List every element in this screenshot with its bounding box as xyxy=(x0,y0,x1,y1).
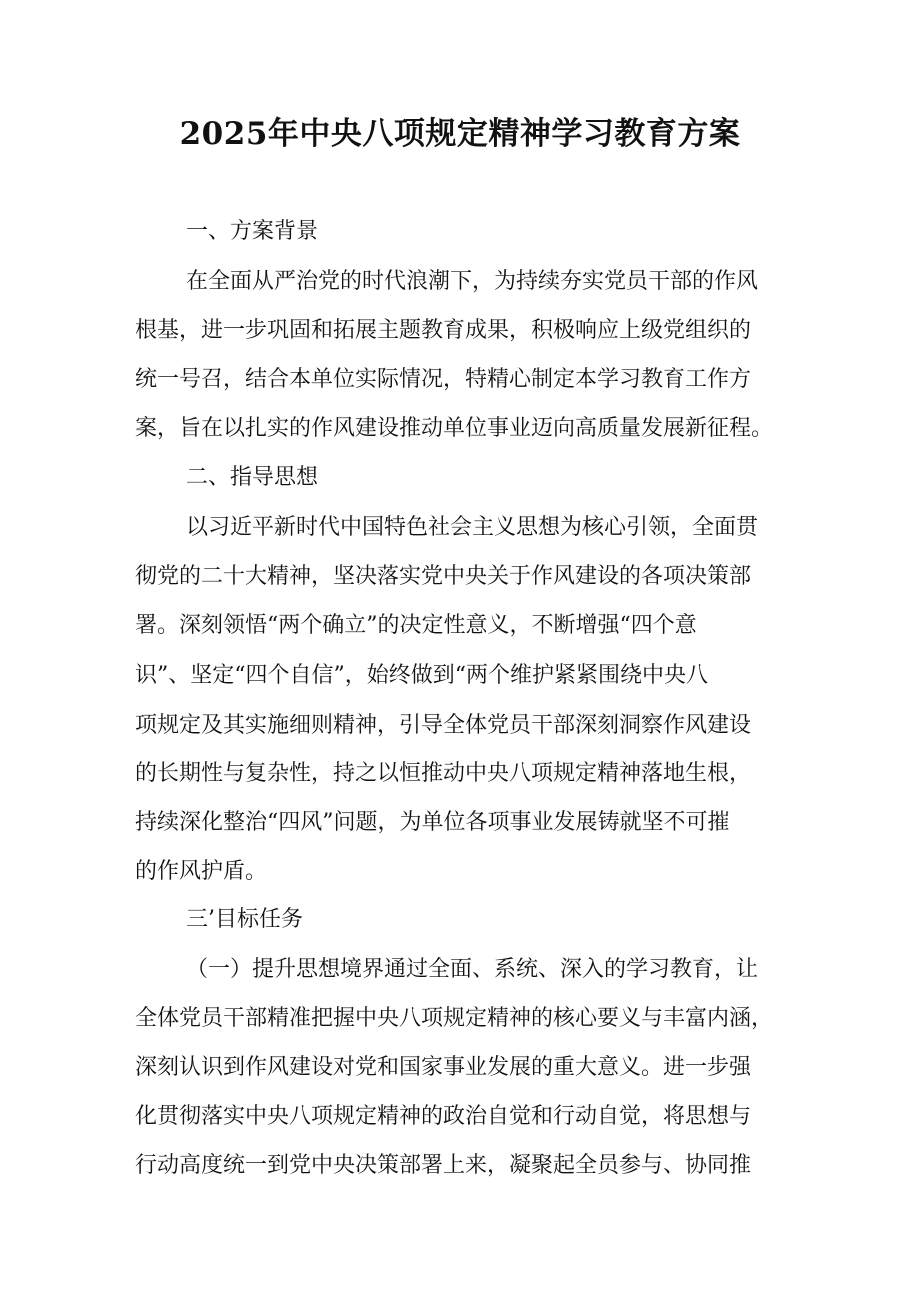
paragraph-line: 的作风护盾。 xyxy=(135,859,268,884)
paragraph-line: 持续深化整治“四风”问题，为单位各项事业发展铸就坚不可摧 xyxy=(135,810,730,835)
paragraph-line: 项规定及其实施细则精神，引导全体党员干部深刻洞察作风建设 xyxy=(135,713,752,738)
paragraph-line: 根基，进一步巩固和拓展主题教育成果，积极响应上级党组织的 xyxy=(135,318,752,343)
section-heading: 二、指导思想 xyxy=(186,465,319,490)
document-title: 2025年中央八项规定精神学习教育方案 xyxy=(179,116,741,152)
paragraph-line: （一）提升思想境界通过全面、系统、深入的学习教育，让 xyxy=(186,957,759,982)
paragraph-line: 统一号召，结合本单位实际情况，特精心制定本学习教育工作方 xyxy=(135,367,752,392)
paragraph-line: 案，旨在以扎实的作风建设推动单位事业迈向高质量发展新征程。 xyxy=(135,416,774,441)
paragraph-line: 在全面从严治党的时代浪潮下，为持续夯实党员干部的作风 xyxy=(186,269,759,294)
paragraph-line: 彻党的二十大精神，坚决落实党中央关于作风建设的各项决策部 xyxy=(135,564,752,589)
paragraph-line: 识”、坚定“四个自信”，始终做到“两个维护紧紧围绕中央八 xyxy=(135,663,708,688)
paragraph-line: 的长期性与复杂性，持之以恒推动中央八项规定精神落地生根， xyxy=(135,761,752,786)
paragraph-line: 化贯彻落实中央八项规定精神的政治自觉和行动自觉，将思想与 xyxy=(135,1104,752,1129)
paragraph-line: 全体党员干部精准把握中央八项规定精神的核心要义与丰富内涵， xyxy=(135,1006,774,1031)
section-heading: 一、方案背景 xyxy=(186,219,319,244)
paragraph-line: 以习近平新时代中国特色社会主义思想为核心引领，全面贯 xyxy=(186,515,759,540)
paragraph-line: 署。深刻领悟“两个确立”的决定性意义，不断增强“四个意 xyxy=(135,613,697,638)
paragraph-line: 深刻认识到作风建设对党和国家事业发展的重大意义。进一步强 xyxy=(135,1055,752,1080)
paragraph-line: 行动高度统一到党中央决策部署上来，凝聚起全员参与、协同推 xyxy=(135,1153,752,1178)
section-heading: 三’目标任务 xyxy=(186,907,303,932)
